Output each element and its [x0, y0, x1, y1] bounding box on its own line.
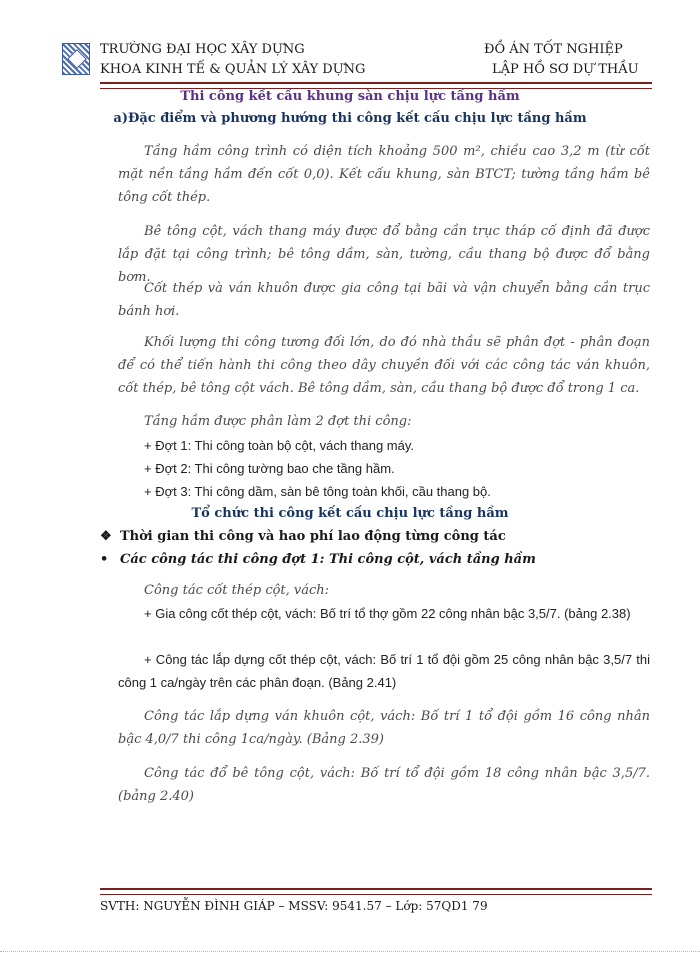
rebar-item-installation: + Công tác lắp dựng cốt thép cột, vách: Bố trí 1 tổ đội gồm 25 công nhân bậc 3,5/7 thi công 1 ca/ngày trên các phân đoạn. (Bảng 2.41) — [118, 652, 650, 690]
phase-item-3: + Đợt 3: Thi công dầm, sàn bê tông toàn khối, cầu thang bộ. — [144, 484, 491, 499]
paragraph-basement-area: Tầng hầm công trình có diện tích khoảng 500 m², chiều cao 3,2 m (từ cốt mặt nền tầng hầm đến cốt 0,0). Kết cấu khung, sàn BTCT; tường tầng hầm bê tông cốt thép. — [118, 144, 650, 205]
page-header — [0, 0, 700, 90]
footer-divider — [100, 888, 652, 895]
page-break-line — [0, 951, 700, 952]
phases-intro: Tầng hầm được phân làm 2 đợt thi công: — [144, 414, 412, 429]
bullet-phase-1-text: Các công tác thi công đợt 1: Thi công cột, vách tầng hầm — [120, 552, 536, 567]
phase-item-1: + Đợt 1: Thi công toàn bộ cột, vách thang máy. — [144, 438, 415, 453]
diamond-bullet-icon: ❖ — [100, 529, 112, 544]
page-footer: SVTH: NGUYỄN ĐÌNH GIÁP – MSSV: 9541.57 – Lớp: 57QD1 79 — [100, 899, 488, 913]
bullet-time-labor-text: Thời gian thi công và hao phí lao động từng công tác — [120, 529, 506, 544]
paragraph-rebar-formwork: Cốt thép và ván khuôn được gia công tại bãi và vận chuyển bằng cần trục bánh hơi. — [118, 281, 650, 319]
bullet-time-labor — [100, 529, 506, 544]
header-divider — [100, 82, 652, 89]
dot-bullet-icon: • — [100, 552, 109, 567]
project-topic: LẬP HỒ SƠ DỰ THẦU — [492, 62, 639, 77]
paragraph-formwork: Công tác lắp dựng ván khuôn cột, vách: Bố trí 1 tổ đội gồm 16 công nhân bậc 4,0/7 thi công 1ca/ngày. (Bảng 2.39) — [118, 709, 650, 747]
paragraph-concrete-columns: Công tác đổ bê tông cột, vách: Bố trí tổ đội gồm 18 công nhân bậc 3,5/7. (bảng 2.40) — [118, 766, 650, 804]
phase-item-2: + Đợt 2: Thi công tường bao che tầng hầm. — [144, 461, 395, 476]
faculty-name: KHOA KINH TẾ & QUẢN LÝ XÂY DỰNG — [100, 62, 366, 77]
project-type: ĐỒ ÁN TỐT NGHIỆP — [484, 42, 623, 57]
organization-heading: Tổ chức thi công kết cấu chịu lực tầng hầm — [191, 506, 509, 521]
rebar-heading: Công tác cốt thép cột, vách: — [144, 583, 330, 598]
university-logo-icon — [62, 43, 90, 75]
subsection-heading: a)Đặc điểm và phương hướng thi công kết cấu chịu lực tầng hầm — [113, 111, 587, 126]
section-heading: Thi công kết cấu khung sàn chịu lực tầng hầm — [180, 89, 520, 104]
rebar-item-fabrication: + Gia công cốt thép cột, vách: Bố trí tổ thợ gồm 22 công nhân bậc 3,5/7. (bảng 2.38) — [144, 606, 631, 621]
paragraph-concrete-pouring: Bê tông cột, vách thang máy được đổ bằng cần trục tháp cố định đã được lắp đặt tại công trình; bê tông dầm, sàn, tường, cầu thang bộ được đổ bằng bơm. — [118, 224, 650, 285]
paragraph-workload: Khối lượng thi công tương đối lớn, do đó nhà thầu sẽ phân đợt - phân đoạn để có thể tiến hành thi công theo dây chuyền đối với các công tác ván khuôn, cốt thép, bê tông cột vách. Bê tông dầm, sàn, cầu thang bộ được đổ trong 1 ca. — [118, 335, 650, 396]
bullet-phase-1 — [100, 552, 536, 567]
university-name: TRƯỜNG ĐẠI HỌC XÂY DỰNG — [100, 42, 305, 57]
